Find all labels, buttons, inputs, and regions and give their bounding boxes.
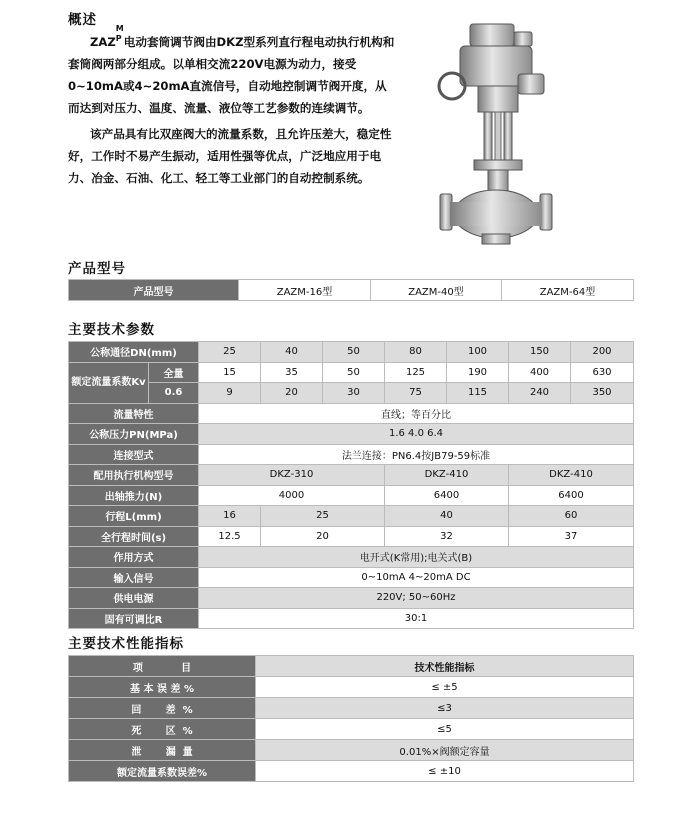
spec-cell: 40 xyxy=(385,506,509,527)
spec-cell: 12.5 xyxy=(199,526,261,547)
spec-label: 连接型式 xyxy=(69,444,199,465)
spec-row-stroke xyxy=(69,506,634,527)
spec-label: 公称压力PN(MPa) xyxy=(69,424,199,445)
perf-value: ≤ ±10 xyxy=(256,761,634,782)
models-heading: 产品型号 xyxy=(68,261,126,277)
spec-cell: 240 xyxy=(509,383,571,404)
perf-table xyxy=(68,655,634,782)
model-superscript xyxy=(115,24,124,43)
model-cell: ZAZM-16型 xyxy=(239,280,371,301)
spec-label: 配用执行机构型号 xyxy=(69,465,199,486)
perf-value: 0.01%×阀额定容量 xyxy=(256,740,634,761)
model-prefix: ZAZ xyxy=(90,35,116,49)
spec-label: 固有可调比R xyxy=(69,608,199,629)
models-label: 产品型号 xyxy=(69,280,239,301)
spec-cell: DKZ-410 xyxy=(509,465,634,486)
spec-row-kv-full xyxy=(69,362,634,383)
spec-cell: 37 xyxy=(509,526,634,547)
models-table xyxy=(68,279,634,301)
sup-bottom: P xyxy=(115,34,122,43)
spec-cell: 25 xyxy=(261,506,385,527)
perf-header-left: 项 目 xyxy=(69,656,256,677)
spec-cell: 6400 xyxy=(385,485,509,506)
spec-cell: 80 xyxy=(385,342,447,363)
overview-text xyxy=(68,24,398,189)
spec-cell: 200 xyxy=(571,342,634,363)
spec-cell: 30 xyxy=(323,383,385,404)
perf-label: 死 区 % xyxy=(69,719,256,740)
spec-row-time xyxy=(69,526,634,547)
perf-header-row xyxy=(69,656,634,677)
spec-cell: 32 xyxy=(385,526,509,547)
perf-label: 回 差 % xyxy=(69,698,256,719)
spec-cell: 40 xyxy=(261,342,323,363)
spec-label: 全行程时间(s) xyxy=(69,526,199,547)
overview-p1-text: 电动套筒调节阀由DKZ型系列直行程电动执行机构和套筒阀两部分组成。以单相交流220V电源为动力，接受0~10mA或4~20mA直流信号，自动地控制调节阀开度，从而达到对压力、温度、流量、液位等工艺参数的连续调节。 xyxy=(68,35,395,115)
spec-cell: DKZ-410 xyxy=(385,465,509,486)
spec-cell: 50 xyxy=(323,362,385,383)
spec-cell: 9 xyxy=(199,383,261,404)
spec-cell: 35 xyxy=(261,362,323,383)
spec-cell: 100 xyxy=(447,342,509,363)
spec-label: 供电电源 xyxy=(69,588,199,609)
spec-cell: 75 xyxy=(385,383,447,404)
spec-row-conn xyxy=(69,444,634,465)
perf-row xyxy=(69,677,634,698)
spec-cell: 16 xyxy=(199,506,261,527)
spec-cell: 25 xyxy=(199,342,261,363)
perf-heading: 主要技术性能指标 xyxy=(68,636,184,652)
spec-cell: 60 xyxy=(509,506,634,527)
perf-header-right: 技术性能指标 xyxy=(256,656,634,677)
spec-label: 输入信号 xyxy=(69,567,199,588)
perf-row xyxy=(69,719,634,740)
spec-cell: 法兰连接：PN6.4按JB79-59标准 xyxy=(199,444,634,465)
spec-cell: 115 xyxy=(447,383,509,404)
spec-label: 行程L(mm) xyxy=(69,506,199,527)
spec-sublabel: 全量 xyxy=(149,362,199,383)
spec-row-range xyxy=(69,608,634,629)
spec-cell: 400 xyxy=(509,362,571,383)
perf-row xyxy=(69,740,634,761)
spec-label: 公称通径DN(mm) xyxy=(69,342,199,363)
perf-value: ≤ ±5 xyxy=(256,677,634,698)
spec-label: 作用方式 xyxy=(69,547,199,568)
perf-label: 额定流量系数误差% xyxy=(69,761,256,782)
perf-row xyxy=(69,698,634,719)
spec-row-dn xyxy=(69,342,634,363)
spec-label: 额定流量系数Kv xyxy=(69,362,149,403)
model-cell: ZAZM-40型 xyxy=(371,280,502,301)
spec-label: 流量特性 xyxy=(69,403,199,424)
perf-value: ≤5 xyxy=(256,719,634,740)
spec-cell: 电开式(K常用);电关式(B) xyxy=(199,547,634,568)
perf-label: 基 本 误 差 % xyxy=(69,677,256,698)
spec-sublabel: 0.6 xyxy=(149,383,199,404)
model-cell: ZAZM-64型 xyxy=(502,280,634,301)
specs-heading: 主要技术参数 xyxy=(68,322,155,338)
spec-row-input xyxy=(69,567,634,588)
spec-cell: 150 xyxy=(509,342,571,363)
spec-cell: 直线；等百分比 xyxy=(199,403,634,424)
spec-cell: 0~10mA 4~20mA DC xyxy=(199,567,634,588)
spec-cell: 220V; 50~60Hz xyxy=(199,588,634,609)
perf-value: ≤3 xyxy=(256,698,634,719)
spec-cell: 50 xyxy=(323,342,385,363)
spec-row-mode xyxy=(69,547,634,568)
spec-cell: DKZ-310 xyxy=(199,465,385,486)
specs-table xyxy=(68,341,634,629)
spec-cell: 15 xyxy=(199,362,261,383)
spec-cell: 4000 xyxy=(199,485,385,506)
spec-row-thrust xyxy=(69,485,634,506)
spec-row-kv-ratio xyxy=(69,383,634,404)
spec-cell: 20 xyxy=(261,383,323,404)
spec-row-flow xyxy=(69,403,634,424)
spec-cell: 1.6 4.0 6.4 xyxy=(199,424,634,445)
spec-row-actuator xyxy=(69,465,634,486)
spec-cell: 630 xyxy=(571,362,634,383)
overview-paragraph-2: 该产品具有比双座阀大的流量系数，且允许压差大，稳定性好，工作时不易产生振动，适用性强等优点，广泛地应用于电力、冶金、石油、化工、轻工等工业部门的自动控制系统。 xyxy=(68,127,392,185)
spec-label: 出轴推力(N) xyxy=(69,485,199,506)
electric-valve-image xyxy=(430,20,560,250)
overview-paragraph-1 xyxy=(68,24,398,119)
perf-row xyxy=(69,761,634,782)
spec-cell: 125 xyxy=(385,362,447,383)
spec-cell: 190 xyxy=(447,362,509,383)
spec-row-pn xyxy=(69,424,634,445)
spec-row-power xyxy=(69,588,634,609)
sup-top: M xyxy=(115,24,124,33)
spec-cell: 350 xyxy=(571,383,634,404)
overview-heading: 概述 xyxy=(68,12,97,28)
spec-cell: 6400 xyxy=(509,485,634,506)
models-row xyxy=(69,280,634,301)
spec-cell: 30:1 xyxy=(199,608,634,629)
spec-cell: 20 xyxy=(261,526,385,547)
perf-label: 泄 漏 量 xyxy=(69,740,256,761)
